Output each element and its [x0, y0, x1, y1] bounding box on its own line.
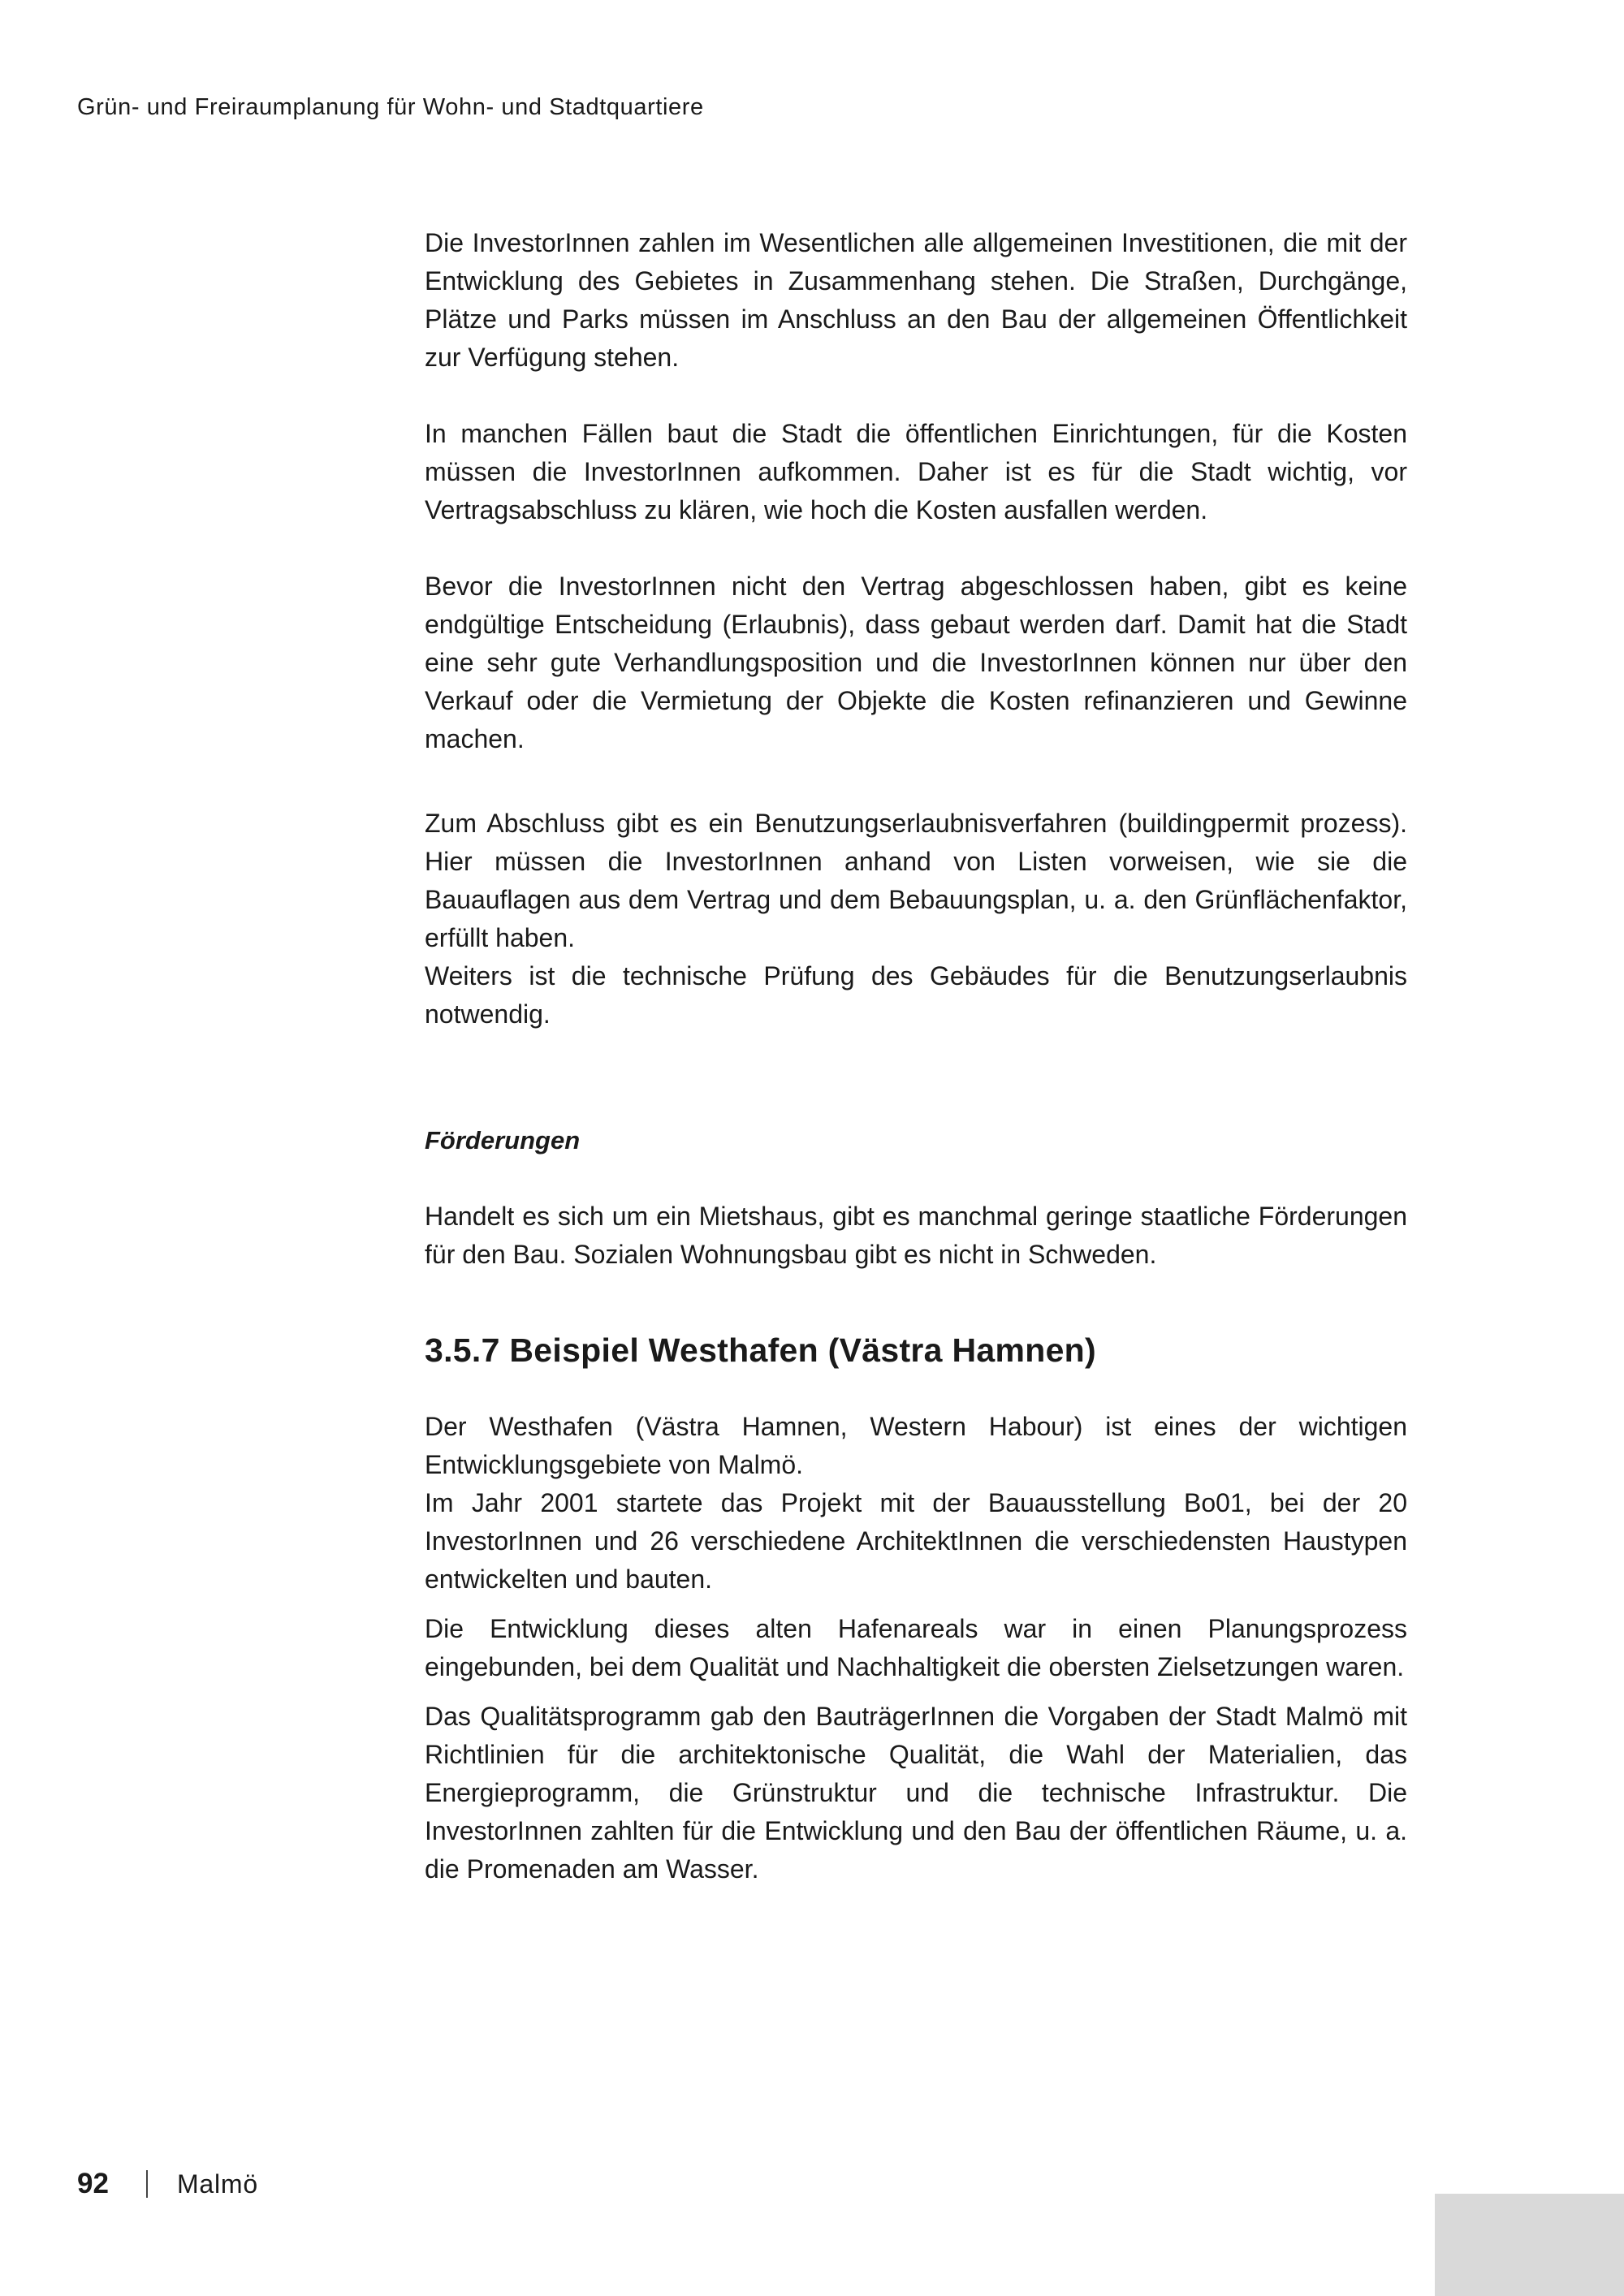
paragraph-city-builds: In manchen Fällen baut die Stadt die öffentlichen Einrichtungen, für die Kosten müssen die InvestorInnen aufkommen. Daher ist es für die Stadt wichtig, vor Vertragsabschluss zu klären, wie hoch die Kosten ausfallen werden. — [425, 419, 1407, 524]
subheading-foerderungen: Förderungen — [425, 1126, 581, 1154]
section-heading-westhafen: 3.5.7 Beispiel Westhafen (Västra Hamnen) — [425, 1331, 1096, 1369]
paragraph-technical-check: Weiters ist die technische Prüfung des Gebäudes für die Benutzungserlaubnis notwendig. — [425, 961, 1407, 1029]
corner-tab — [1435, 2194, 1624, 2296]
main-content — [425, 224, 1407, 1888]
paragraph-westhafen-intro: Der Westhafen (Västra Hamnen, Western Habour) ist eines der wichtigen Entwicklungsgebiete von Malmö. — [425, 1412, 1407, 1479]
page-number: 92 — [77, 2168, 109, 2199]
paragraph-investors-pay: Die InvestorInnen zahlen im Wesentlichen alle allgemeinen Investitionen, die mit der Entwicklung des Gebietes in Zusammenhang stehen. Die Straßen, Durchgänge, Plätze und Parks müssen im Anschluss an den Bau der allgemeinen Öffentlichkeit zur Verfügung stehen. — [425, 228, 1407, 372]
page-footer — [77, 2166, 258, 2202]
paragraph-bo01: Im Jahr 2001 startete das Projekt mit der Bauausstellung Bo01, bei der 20 InvestorInnen und 26 verschiedene ArchitektInnen die verschiedensten Haustypen entwickelten und bauten. — [425, 1488, 1407, 1594]
running-header: Grün- und Freiraumplanung für Wohn- und Stadtquartiere — [77, 94, 704, 120]
paragraph-contract: Bevor die InvestorInnen nicht den Vertrag abgeschlossen haben, gibt es keine endgültige Entscheidung (Erlaubnis), dass gebaut werden darf. Damit hat die Stadt eine sehr gute Verhandlungsposition und die InvestorInnen können nur über den Verkauf oder die Vermietung der Objekte die Kosten refinanzieren und Gewinne machen. — [425, 572, 1407, 753]
footer-chapter: Malmö — [176, 2169, 258, 2199]
paragraph-building-permit: Zum Abschluss gibt es ein Benutzungserlaubnisverfahren (buildingpermit prozess). Hier müssen die InvestorInnen anhand von Listen vorweisen, wie sie die Bauauflagen aus dem Vertrag und dem Bebauungsplan, u. a. den Grünflächenfaktor, erfüllt haben. — [425, 809, 1407, 952]
paragraph-planning-process: Die Entwicklung dieses alten Hafenareals war in einen Planungsprozess eingebunden, bei dem Qualität und Nachhaltigkeit die obersten Zielsetzungen waren. — [425, 1614, 1407, 1681]
footer-divider — [146, 2170, 148, 2198]
paragraph-foerderungen: Handelt es sich um ein Mietshaus, gibt es manchmal geringe staatliche Förderungen für den Bau. Sozialen Wohnungsbau gibt es nicht in Schweden. — [425, 1202, 1407, 1269]
paragraph-quality-program: Das Qualitätsprogramm gab den BauträgerInnen die Vorgaben der Stadt Malmö mit Richtlinien für die architektonische Qualität, die Wahl der Materialien, das Energieprogramm, die Grünstruktur und die technische Infrastruktur. Die InvestorInnen zahlten für die Entwicklung und den Bau der öffentlichen Räume, u. a. die Promenaden am Wasser. — [425, 1702, 1407, 1884]
